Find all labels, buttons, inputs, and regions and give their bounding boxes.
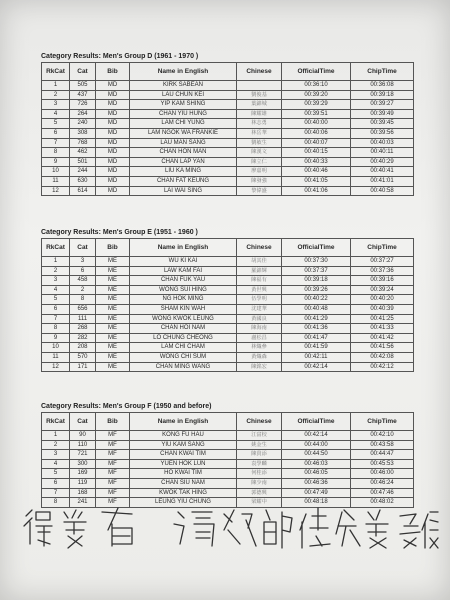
cell-bib: MD (96, 128, 130, 138)
cell-name-chinese: 黃世興 (237, 285, 282, 295)
table-row (42, 119, 414, 129)
cell-bib: ME (96, 333, 130, 343)
cell-official-time: 00:44:00 (282, 440, 351, 450)
column-header-name-english: Name in English (130, 239, 237, 257)
cell-official-time: 00:46:03 (282, 459, 351, 469)
cell-rkcat: 6 (42, 304, 70, 314)
cell-bib: MF (96, 431, 130, 441)
cell-cat: 90 (70, 431, 96, 441)
cell-official-time: 00:44:50 (282, 450, 351, 460)
cell-cat: 437 (70, 90, 96, 100)
column-header-bib: Bib (96, 63, 130, 81)
column-header-chip-time: ChipTime (351, 239, 414, 257)
cell-chip-time: 00:39:56 (351, 128, 414, 138)
cell-name-chinese: 盧松昌 (237, 333, 282, 343)
cell-bib: MD (96, 138, 130, 148)
cell-rkcat: 5 (42, 295, 70, 305)
table-row (42, 488, 414, 498)
cell-official-time: 00:42:14 (282, 362, 351, 372)
cell-bib: MF (96, 440, 130, 450)
cell-chip-time: 00:40:11 (351, 148, 414, 158)
cell-name-english: LO CHUNG CHEONG (130, 333, 237, 343)
cell-official-time: 00:41:29 (282, 314, 351, 324)
cell-name-english: LAM CHI YUNG (130, 119, 237, 129)
cell-official-time: 00:47:49 (282, 488, 351, 498)
cell-name-chinese: 陳海南 (237, 324, 282, 334)
cell-name-chinese: 廖嘉明 (237, 167, 282, 177)
cell-cat: 111 (70, 314, 96, 324)
cell-cat: 458 (70, 276, 96, 286)
cell-chip-time: 00:40:58 (351, 186, 414, 196)
cell-rkcat: 8 (42, 498, 70, 508)
table-row (42, 81, 414, 91)
cell-name-chinese: 姚金生 (237, 440, 282, 450)
cell-bib: MF (96, 498, 130, 508)
cell-chip-time: 00:41:01 (351, 176, 414, 186)
cell-rkcat: 7 (42, 138, 70, 148)
cell-name-chinese: 黃國良 (237, 314, 282, 324)
cell-chip-time: 00:40:39 (351, 304, 414, 314)
cell-cat: 656 (70, 304, 96, 314)
cell-official-time: 00:40:07 (282, 138, 351, 148)
table-row (42, 176, 414, 186)
cell-bib: MD (96, 176, 130, 186)
cell-name-english: KONG FU HAU (130, 431, 237, 441)
cell-bib: MF (96, 478, 130, 488)
cell-official-time: 00:46:36 (282, 478, 351, 488)
cell-name-english: NG HOK MING (130, 295, 237, 305)
cell-bib: ME (96, 276, 130, 286)
cell-name-english: CHAN FUK YAU (130, 276, 237, 286)
cell-chip-time: 00:40:41 (351, 167, 414, 177)
table-row (42, 450, 414, 460)
cell-chip-time: 00:39:24 (351, 285, 414, 295)
cell-chip-time: 00:46:00 (351, 469, 414, 479)
cell-name-chinese: 劉敏生 (237, 138, 282, 148)
cell-name-english: CHAN HON MAN (130, 148, 237, 158)
cell-chip-time: 00:39:27 (351, 100, 414, 110)
cell-official-time: 00:39:18 (282, 276, 351, 286)
cell-cat: 501 (70, 157, 96, 167)
table-row (42, 295, 414, 305)
cell-chip-time: 00:42:08 (351, 352, 414, 362)
cell-bib: MF (96, 488, 130, 498)
cell-cat: 110 (70, 440, 96, 450)
cell-name-chinese: 陳福有 (237, 276, 282, 286)
results-table (41, 238, 414, 372)
results-section-group-e (41, 228, 413, 372)
cell-official-time: 00:42:11 (282, 352, 351, 362)
cell-official-time: 00:39:26 (282, 285, 351, 295)
cell-name-chinese (237, 81, 282, 91)
cell-cat: 268 (70, 324, 96, 334)
cell-official-time: 00:41:47 (282, 333, 351, 343)
cell-rkcat: 2 (42, 266, 70, 276)
cell-chip-time: 00:46:24 (351, 478, 414, 488)
cell-bib: ME (96, 352, 130, 362)
cell-rkcat: 7 (42, 314, 70, 324)
cell-name-english: SHAM KIN WAH (130, 304, 237, 314)
results-table (41, 412, 414, 508)
cell-name-chinese: 陳少南 (237, 478, 282, 488)
cell-official-time: 00:37:30 (282, 257, 351, 267)
cell-bib: MD (96, 81, 130, 91)
cell-chip-time: 00:48:02 (351, 498, 414, 508)
table-row (42, 324, 414, 334)
cell-bib: ME (96, 285, 130, 295)
cell-name-chinese: 劉俊基 (237, 90, 282, 100)
table-row (42, 90, 414, 100)
cell-official-time: 00:40:06 (282, 128, 351, 138)
cell-name-chinese: 陳銘宏 (237, 362, 282, 372)
cell-name-english: CHAN SIU NAM (130, 478, 237, 488)
cell-chip-time: 00:40:29 (351, 157, 414, 167)
table-row (42, 186, 414, 196)
table-row (42, 352, 414, 362)
cell-bib: MD (96, 148, 130, 158)
cell-rkcat: 5 (42, 469, 70, 479)
cell-name-chinese: 胡其佳 (237, 257, 282, 267)
section-title: Category Results: Men's Group D (1961 - 1970 ) (41, 53, 199, 60)
cell-name-english: CHAN HOI NAM (130, 324, 237, 334)
cell-cat: 721 (70, 450, 96, 460)
cell-chip-time: 00:41:56 (351, 343, 414, 353)
cell-cat: 169 (70, 469, 96, 479)
cell-name-english: KWOK TAK HING (130, 488, 237, 498)
cell-name-chinese: 林岳華 (237, 128, 282, 138)
cell-name-english: WU KI KAI (130, 257, 237, 267)
cell-chip-time: 00:40:20 (351, 295, 414, 305)
cell-rkcat: 2 (42, 440, 70, 450)
cell-bib: ME (96, 304, 130, 314)
cell-official-time: 00:40:15 (282, 148, 351, 158)
cell-cat: 300 (70, 459, 96, 469)
cell-name-chinese: 葉錦城 (237, 100, 282, 110)
cell-official-time: 00:40:00 (282, 119, 351, 129)
cell-name-english: WONG CHI SUM (130, 352, 237, 362)
cell-bib: MD (96, 167, 130, 177)
cell-cat: 264 (70, 109, 96, 119)
cell-official-time: 00:37:37 (282, 266, 351, 276)
cell-chip-time: 00:44:47 (351, 450, 414, 460)
cell-name-chinese: 林志勇 (237, 119, 282, 129)
column-header-cat: Cat (70, 63, 96, 81)
column-header-cat: Cat (70, 239, 96, 257)
cell-name-chinese: 沈建華 (237, 304, 282, 314)
cell-official-time: 00:40:22 (282, 295, 351, 305)
cell-name-english: LEUNG YIU CHUNG (130, 498, 237, 508)
cell-rkcat: 6 (42, 128, 70, 138)
table-header-row (42, 413, 414, 431)
cell-rkcat: 11 (42, 176, 70, 186)
cell-rkcat: 6 (42, 478, 70, 488)
cell-name-english: YIP KAM SHING (130, 100, 237, 110)
cell-rkcat: 3 (42, 450, 70, 460)
cell-bib: ME (96, 362, 130, 372)
cell-chip-time: 00:39:49 (351, 109, 414, 119)
cell-name-english: YUEN HOK LUN (130, 459, 237, 469)
cell-rkcat: 2 (42, 90, 70, 100)
cell-name-english: LIU KA MING (130, 167, 237, 177)
cell-official-time: 00:41:06 (282, 186, 351, 196)
cell-official-time: 00:46:05 (282, 469, 351, 479)
cell-official-time: 00:40:46 (282, 167, 351, 177)
table-row (42, 333, 414, 343)
results-section-group-d (41, 52, 413, 196)
cell-rkcat: 3 (42, 276, 70, 286)
cell-name-english: LAU CHUN KEI (130, 90, 237, 100)
cell-name-english: YIU KAM SANG (130, 440, 237, 450)
cell-bib: MF (96, 450, 130, 460)
table-header-row (42, 239, 414, 257)
cell-bib: ME (96, 343, 130, 353)
cell-chip-time: 00:45:53 (351, 459, 414, 469)
cell-name-chinese: 羅錦輝 (237, 266, 282, 276)
table-row (42, 128, 414, 138)
cell-bib: ME (96, 257, 130, 267)
cell-name-english: CHAN LAP YAN (130, 157, 237, 167)
cell-chip-time: 00:42:12 (351, 362, 414, 372)
cell-rkcat: 12 (42, 362, 70, 372)
column-header-bib: Bib (96, 239, 130, 257)
cell-rkcat: 11 (42, 352, 70, 362)
cell-cat: 2 (70, 285, 96, 295)
cell-cat: 614 (70, 186, 96, 196)
cell-cat: 119 (70, 478, 96, 488)
table-header-row (42, 63, 414, 81)
cell-bib: MD (96, 100, 130, 110)
cell-rkcat: 5 (42, 119, 70, 129)
column-header-name-chinese: Chinese (237, 413, 282, 431)
table-row (42, 343, 414, 353)
table-row (42, 469, 414, 479)
cell-rkcat: 4 (42, 109, 70, 119)
cell-cat: 3 (70, 257, 96, 267)
cell-chip-time: 00:41:42 (351, 333, 414, 343)
cell-chip-time: 00:41:25 (351, 314, 414, 324)
cell-cat: 570 (70, 352, 96, 362)
column-header-official-time: OfficialTime (282, 239, 351, 257)
table-row (42, 257, 414, 267)
cell-rkcat: 4 (42, 459, 70, 469)
cell-name-chinese: 陳貴添 (237, 450, 282, 460)
table-row (42, 304, 414, 314)
cell-chip-time: 00:36:08 (351, 81, 414, 91)
cell-official-time: 00:39:20 (282, 90, 351, 100)
column-header-official-time: OfficialTime (282, 63, 351, 81)
cell-bib: ME (96, 266, 130, 276)
cell-name-english: LAM NGOK WA FRANKIE (130, 128, 237, 138)
cell-cat: 505 (70, 81, 96, 91)
cell-cat: 240 (70, 119, 96, 129)
table-row (42, 440, 414, 450)
cell-name-english: CHAN YIU HUNG (130, 109, 237, 119)
cell-official-time: 00:36:10 (282, 81, 351, 91)
table-row (42, 314, 414, 324)
cell-rkcat: 1 (42, 431, 70, 441)
cell-official-time: 00:39:51 (282, 109, 351, 119)
table-row (42, 478, 414, 488)
cell-name-english: LAM CHI CHAM (130, 343, 237, 353)
cell-name-chinese: 陳耀雄 (237, 109, 282, 119)
cell-name-english: HO KWAI TIM (130, 469, 237, 479)
cell-cat: 8 (70, 295, 96, 305)
cell-cat: 168 (70, 488, 96, 498)
cell-rkcat: 9 (42, 157, 70, 167)
column-header-rkcat: RkCat (42, 63, 70, 81)
cell-bib: MD (96, 157, 130, 167)
cell-name-chinese: 陳立仁 (237, 157, 282, 167)
column-header-bib: Bib (96, 413, 130, 431)
table-row (42, 167, 414, 177)
cell-chip-time: 00:47:46 (351, 488, 414, 498)
cell-bib: ME (96, 324, 130, 334)
cell-name-chinese: 江富校 (237, 431, 282, 441)
column-header-rkcat: RkCat (42, 239, 70, 257)
cell-name-chinese: 黎偉盛 (237, 186, 282, 196)
cell-name-chinese: 伍學明 (237, 295, 282, 305)
table-row (42, 148, 414, 158)
cell-cat: 726 (70, 100, 96, 110)
cell-cat: 308 (70, 128, 96, 138)
cell-official-time: 00:39:29 (282, 100, 351, 110)
cell-bib: MD (96, 119, 130, 129)
column-header-cat: Cat (70, 413, 96, 431)
cell-cat: 171 (70, 362, 96, 372)
cell-name-english: WONG SUI HING (130, 285, 237, 295)
cell-name-chinese: 陳發強 (237, 176, 282, 186)
cell-official-time: 00:41:59 (282, 343, 351, 353)
cell-name-english: CHAN KWAI TIM (130, 450, 237, 460)
column-header-official-time: OfficialTime (282, 413, 351, 431)
cell-rkcat: 10 (42, 167, 70, 177)
cell-chip-time: 00:39:16 (351, 276, 414, 286)
cell-name-english: WONG KWOK LEUNG (130, 314, 237, 324)
results-table (41, 62, 414, 196)
cell-name-chinese: 何桂添 (237, 469, 282, 479)
cell-rkcat: 8 (42, 324, 70, 334)
cell-rkcat: 10 (42, 343, 70, 353)
cell-cat: 244 (70, 167, 96, 177)
cell-rkcat: 9 (42, 333, 70, 343)
cell-chip-time: 00:37:36 (351, 266, 414, 276)
cell-bib: MF (96, 459, 130, 469)
table-row (42, 138, 414, 148)
column-header-name-chinese: Chinese (237, 239, 282, 257)
cell-official-time: 00:40:33 (282, 157, 351, 167)
cell-official-time: 00:41:36 (282, 324, 351, 334)
column-header-chip-time: ChipTime (351, 63, 414, 81)
cell-cat: 768 (70, 138, 96, 148)
cell-cat: 282 (70, 333, 96, 343)
cell-bib: MD (96, 90, 130, 100)
table-row (42, 362, 414, 372)
table-row (42, 100, 414, 110)
cell-bib: MD (96, 186, 130, 196)
cell-cat: 6 (70, 266, 96, 276)
cell-cat: 630 (70, 176, 96, 186)
cell-name-chinese: 袁學麟 (237, 459, 282, 469)
table-row (42, 285, 414, 295)
cell-official-time: 00:41:05 (282, 176, 351, 186)
cell-cat: 241 (70, 498, 96, 508)
cell-official-time: 00:42:14 (282, 431, 351, 441)
cell-chip-time: 00:41:33 (351, 324, 414, 334)
cell-chip-time: 00:40:03 (351, 138, 414, 148)
cell-name-english: LAU MAN SANG (130, 138, 237, 148)
column-header-name-chinese: Chinese (237, 63, 282, 81)
column-header-name-english: Name in English (130, 413, 237, 431)
cell-rkcat: 8 (42, 148, 70, 158)
cell-name-english: CHAN MING WANG (130, 362, 237, 372)
cell-chip-time: 00:42:10 (351, 431, 414, 441)
cell-official-time: 00:40:48 (282, 304, 351, 314)
section-title: Category Results: Men's Group F (1950 and before) (41, 403, 212, 410)
column-header-chip-time: ChipTime (351, 413, 414, 431)
cell-chip-time: 00:37:27 (351, 257, 414, 267)
table-row (42, 157, 414, 167)
cell-rkcat: 12 (42, 186, 70, 196)
table-row (42, 459, 414, 469)
results-section-group-f (41, 402, 413, 508)
cell-cat: 462 (70, 148, 96, 158)
cell-rkcat: 1 (42, 81, 70, 91)
cell-name-chinese: 陳漢文 (237, 148, 282, 158)
cell-bib: ME (96, 295, 130, 305)
cell-rkcat: 3 (42, 100, 70, 110)
cell-name-english: CHAN FAT KEUNG (130, 176, 237, 186)
cell-name-chinese: 梁耀中 (237, 498, 282, 508)
cell-rkcat: 7 (42, 488, 70, 498)
cell-rkcat: 1 (42, 257, 70, 267)
cell-chip-time: 00:39:18 (351, 90, 414, 100)
table-row (42, 109, 414, 119)
cell-chip-time: 00:43:58 (351, 440, 414, 450)
cell-official-time: 00:48:18 (282, 498, 351, 508)
cell-name-chinese: 黃熾森 (237, 352, 282, 362)
table-row (42, 431, 414, 441)
column-header-rkcat: RkCat (42, 413, 70, 431)
cell-name-english: LAI WAI SING (130, 186, 237, 196)
handwritten-note-signature (20, 500, 440, 560)
cell-cat: 208 (70, 343, 96, 353)
cell-name-english: LAW KAM FAI (130, 266, 237, 276)
cell-name-chinese: 林熾參 (237, 343, 282, 353)
section-title: Category Results: Men's Group E (1951 - 1960 ) (41, 229, 198, 236)
cell-chip-time: 00:39:45 (351, 119, 414, 129)
table-row (42, 266, 414, 276)
cell-bib: ME (96, 314, 130, 324)
cell-name-chinese: 郭德興 (237, 488, 282, 498)
table-row (42, 276, 414, 286)
cell-rkcat: 4 (42, 285, 70, 295)
cell-bib: MF (96, 469, 130, 479)
cell-name-english: KIRK SABEAN (130, 81, 237, 91)
column-header-name-english: Name in English (130, 63, 237, 81)
cell-bib: MD (96, 109, 130, 119)
